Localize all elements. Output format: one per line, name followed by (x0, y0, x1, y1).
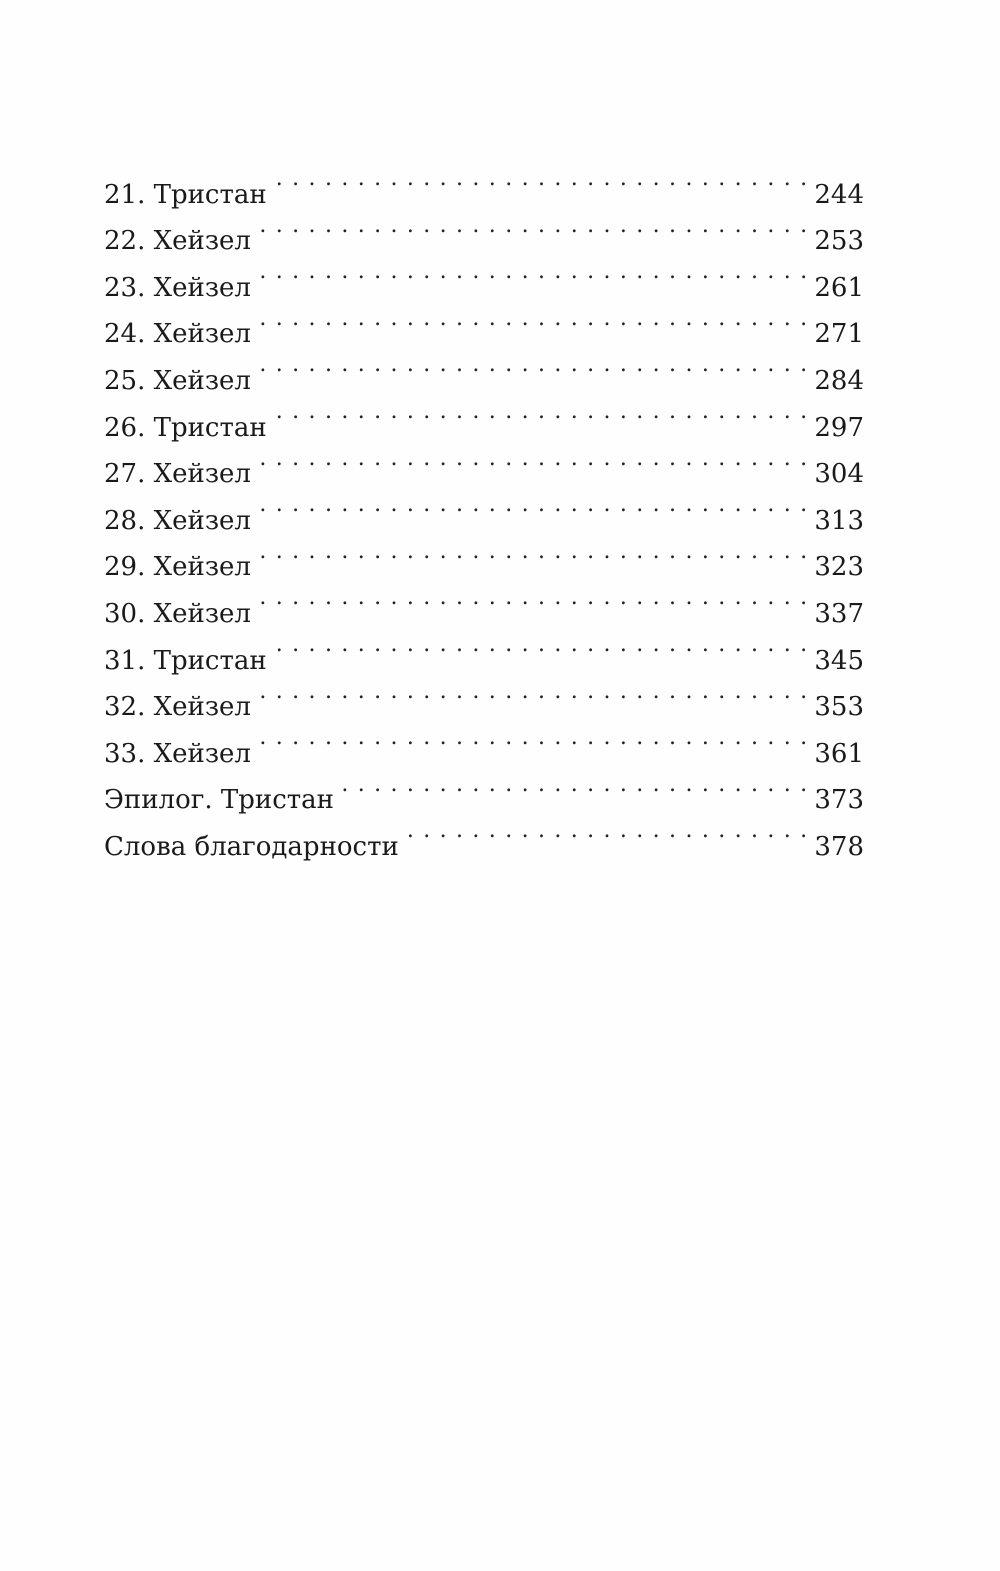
toc-dot-leader (257, 296, 808, 343)
toc-entry-title: Эпилог. Тристан (104, 785, 334, 816)
toc-entry-title: 24. Хейзел (104, 319, 251, 350)
toc-entry-page: 353 (814, 692, 864, 723)
toc-dot-leader (257, 529, 808, 576)
toc-entry-title: 27. Хейзел (104, 459, 251, 490)
toc-entry-page: 261 (814, 272, 864, 303)
toc-entry-title: 32. Хейзел (104, 692, 251, 723)
toc-entry-page: 271 (814, 319, 864, 350)
toc-dot-leader (340, 762, 808, 809)
toc-entry-title: 31. Тристан (104, 645, 267, 676)
toc-entry-page: 244 (814, 179, 864, 210)
toc-dot-leader (257, 342, 808, 389)
toc-entry-page: 345 (814, 645, 864, 676)
toc-entry-title: 29. Хейзел (104, 552, 251, 583)
toc-entry-title: 22. Хейзел (104, 226, 251, 257)
toc-entry-page: 297 (814, 412, 864, 443)
toc-dot-leader (257, 575, 808, 622)
toc-entry-title: 33. Хейзел (104, 738, 251, 769)
toc-entry-page: 284 (814, 365, 864, 396)
toc-entry-page: 313 (814, 505, 864, 536)
toc-entry-page: 304 (814, 459, 864, 490)
toc-dot-leader (405, 808, 809, 855)
toc-dot-leader (257, 436, 808, 483)
toc-dot-leader (257, 203, 808, 250)
toc-dot-leader (257, 249, 808, 296)
toc-entry-title: 25. Хейзел (104, 365, 251, 396)
toc-entry-title: 21. Тристан (104, 179, 267, 210)
toc-entry-title: 28. Хейзел (104, 505, 251, 536)
toc-dot-leader (273, 622, 809, 669)
toc-dot-leader (273, 156, 809, 203)
toc-dot-leader (257, 669, 808, 716)
toc-entry-title: 26. Тристан (104, 412, 267, 443)
toc-entry-title: 23. Хейзел (104, 272, 251, 303)
toc-entry-title: 30. Хейзел (104, 598, 251, 629)
toc-entry-page: 378 (814, 831, 864, 862)
toc-entry-page: 373 (814, 785, 864, 816)
table-of-contents (104, 156, 864, 862)
toc-entry (104, 156, 864, 210)
toc-dot-leader (273, 389, 809, 436)
toc-entry-page: 337 (814, 598, 864, 629)
toc-dot-leader (257, 715, 808, 762)
toc-dot-leader (257, 482, 808, 529)
toc-entry-page: 323 (814, 552, 864, 583)
toc-entry-page: 361 (814, 738, 864, 769)
toc-entry-page: 253 (814, 226, 864, 257)
toc-entry-title: Слова благодарности (104, 831, 399, 862)
